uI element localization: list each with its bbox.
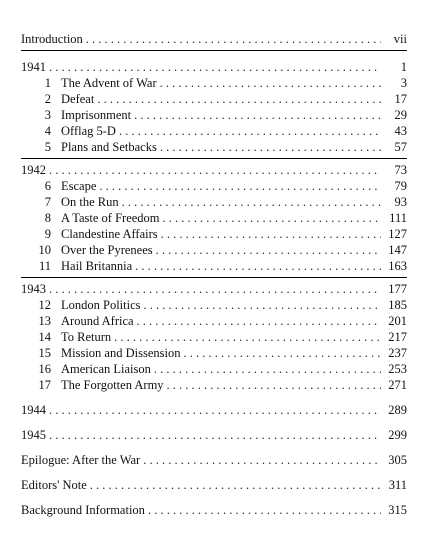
chapter-page: 3 bbox=[400, 76, 407, 90]
toc-part-1943[interactable] bbox=[21, 281, 407, 297]
part-page: 289 bbox=[388, 403, 407, 417]
part-title: 1945 bbox=[21, 428, 46, 442]
chapter-page: 217 bbox=[388, 330, 407, 344]
chapter-number: 10 bbox=[38, 243, 51, 257]
dot-leader bbox=[86, 31, 381, 47]
chapter-number: 4 bbox=[44, 124, 51, 138]
part-title: 1944 bbox=[21, 403, 46, 417]
toc-entry-epilogue[interactable] bbox=[21, 452, 407, 468]
chapter-title: To Return bbox=[61, 330, 112, 344]
dot-leader bbox=[183, 345, 381, 361]
chapter-number: 8 bbox=[44, 211, 51, 225]
chapter-title: Around Africa bbox=[61, 314, 134, 328]
entry-page: 305 bbox=[388, 453, 407, 467]
toc-chapter-14[interactable] bbox=[21, 329, 407, 345]
dot-leader bbox=[161, 226, 381, 242]
toc-entry-background-information[interactable] bbox=[21, 502, 407, 518]
chapter-page: 237 bbox=[388, 346, 407, 360]
chapter-page: 43 bbox=[394, 124, 407, 138]
toc-chapter-1[interactable] bbox=[21, 75, 407, 91]
chapter-title: Escape bbox=[61, 179, 97, 193]
toc-chapter-17[interactable] bbox=[21, 377, 407, 393]
dot-leader bbox=[49, 281, 381, 297]
dot-leader bbox=[160, 139, 381, 155]
chapter-page: 201 bbox=[388, 314, 407, 328]
chapter-title: Hail Britannia bbox=[61, 259, 133, 273]
dot-leader bbox=[134, 107, 381, 123]
chapter-title: Offlag 5-D bbox=[61, 124, 116, 138]
chapter-title: Plans and Setbacks bbox=[61, 140, 157, 154]
chapter-page: 29 bbox=[394, 108, 407, 122]
chapter-title: American Liaison bbox=[61, 362, 151, 376]
chapter-number: 13 bbox=[38, 314, 51, 328]
toc-chapter-5[interactable] bbox=[21, 139, 407, 155]
toc-entry-editors-note[interactable] bbox=[21, 477, 407, 493]
chapter-number: 3 bbox=[44, 108, 51, 122]
chapter-page: 111 bbox=[389, 211, 407, 225]
chapter-number: 2 bbox=[44, 92, 51, 106]
dot-leader bbox=[148, 502, 381, 518]
chapter-page: 17 bbox=[394, 92, 407, 106]
divider bbox=[21, 158, 407, 159]
chapter-number: 17 bbox=[38, 378, 51, 392]
toc-chapter-7[interactable] bbox=[21, 194, 407, 210]
toc-part-1945[interactable] bbox=[21, 427, 407, 443]
dot-leader bbox=[49, 162, 381, 178]
chapter-title: A Taste of Freedom bbox=[61, 211, 160, 225]
part-title: 1942 bbox=[21, 163, 46, 177]
chapter-title: Clandestine Affairs bbox=[61, 227, 158, 241]
chapter-page: 185 bbox=[388, 298, 407, 312]
dot-leader bbox=[119, 123, 381, 139]
entry-page: 311 bbox=[388, 478, 407, 492]
chapter-title: On the Run bbox=[61, 195, 119, 209]
part-page: 177 bbox=[388, 282, 407, 296]
chapter-page: 79 bbox=[394, 179, 407, 193]
toc-part-1944[interactable] bbox=[21, 402, 407, 418]
chapter-page: 253 bbox=[388, 362, 407, 376]
table-of-contents bbox=[21, 31, 407, 518]
toc-part-1942[interactable] bbox=[21, 162, 407, 178]
dot-leader bbox=[90, 477, 381, 493]
dot-leader bbox=[156, 242, 381, 258]
chapter-page: 127 bbox=[388, 227, 407, 241]
toc-chapter-4[interactable] bbox=[21, 123, 407, 139]
entry-title: Introduction bbox=[21, 32, 83, 46]
toc-chapter-6[interactable] bbox=[21, 178, 407, 194]
toc-chapter-9[interactable] bbox=[21, 226, 407, 242]
chapter-page: 93 bbox=[394, 195, 407, 209]
dot-leader bbox=[163, 210, 381, 226]
dot-leader bbox=[49, 402, 381, 418]
chapter-number: 7 bbox=[44, 195, 51, 209]
toc-chapter-3[interactable] bbox=[21, 107, 407, 123]
entry-page: 315 bbox=[388, 503, 407, 517]
toc-chapter-15[interactable] bbox=[21, 345, 407, 361]
dot-leader bbox=[137, 313, 381, 329]
dot-leader bbox=[135, 258, 381, 274]
toc-chapter-13[interactable] bbox=[21, 313, 407, 329]
dot-leader bbox=[99, 178, 381, 194]
entry-title: Epilogue: After the War bbox=[21, 453, 141, 467]
chapter-title: The Forgotten Army bbox=[61, 378, 164, 392]
divider bbox=[21, 50, 407, 51]
part-title: 1941 bbox=[21, 60, 46, 74]
divider bbox=[21, 277, 407, 278]
part-page: 1 bbox=[400, 60, 407, 74]
toc-chapter-16[interactable] bbox=[21, 361, 407, 377]
chapter-number: 1 bbox=[44, 76, 51, 90]
chapter-title: The Advent of War bbox=[61, 76, 157, 90]
dot-leader bbox=[49, 427, 381, 443]
chapter-page: 271 bbox=[388, 378, 407, 392]
chapter-page: 57 bbox=[394, 140, 407, 154]
chapter-title: Defeat bbox=[61, 92, 95, 106]
chapter-title: Imprisonment bbox=[61, 108, 132, 122]
toc-chapter-2[interactable] bbox=[21, 91, 407, 107]
chapter-number: 11 bbox=[38, 259, 51, 273]
dot-leader bbox=[154, 361, 381, 377]
toc-chapter-8[interactable] bbox=[21, 210, 407, 226]
toc-part-1941[interactable] bbox=[21, 59, 407, 75]
chapter-title: Over the Pyrenees bbox=[61, 243, 153, 257]
dot-leader bbox=[143, 452, 381, 468]
part-page: 299 bbox=[388, 428, 407, 442]
dot-leader bbox=[144, 297, 381, 313]
chapter-title: Mission and Dissension bbox=[61, 346, 181, 360]
chapter-title: London Politics bbox=[61, 298, 141, 312]
entry-page: vii bbox=[393, 32, 407, 46]
dot-leader bbox=[122, 194, 381, 210]
chapter-number: 9 bbox=[44, 227, 51, 241]
toc-chapter-10[interactable] bbox=[21, 242, 407, 258]
entry-title: Editors' Note bbox=[21, 478, 87, 492]
toc-entry-introduction[interactable] bbox=[21, 31, 407, 47]
part-page: 73 bbox=[394, 163, 407, 177]
part-title: 1943 bbox=[21, 282, 46, 296]
dot-leader bbox=[167, 377, 381, 393]
dot-leader bbox=[114, 329, 381, 345]
chapter-page: 163 bbox=[388, 259, 407, 273]
chapter-page: 147 bbox=[388, 243, 407, 257]
dot-leader bbox=[160, 75, 381, 91]
chapter-number: 5 bbox=[44, 140, 51, 154]
chapter-number: 16 bbox=[38, 362, 51, 376]
chapter-number: 15 bbox=[38, 346, 51, 360]
toc-chapter-12[interactable] bbox=[21, 297, 407, 313]
dot-leader bbox=[97, 91, 381, 107]
chapter-number: 12 bbox=[38, 298, 51, 312]
entry-title: Background Information bbox=[21, 503, 145, 517]
chapter-number: 14 bbox=[38, 330, 51, 344]
chapter-number: 6 bbox=[44, 179, 51, 193]
dot-leader bbox=[49, 59, 381, 75]
toc-chapter-11[interactable] bbox=[21, 258, 407, 274]
